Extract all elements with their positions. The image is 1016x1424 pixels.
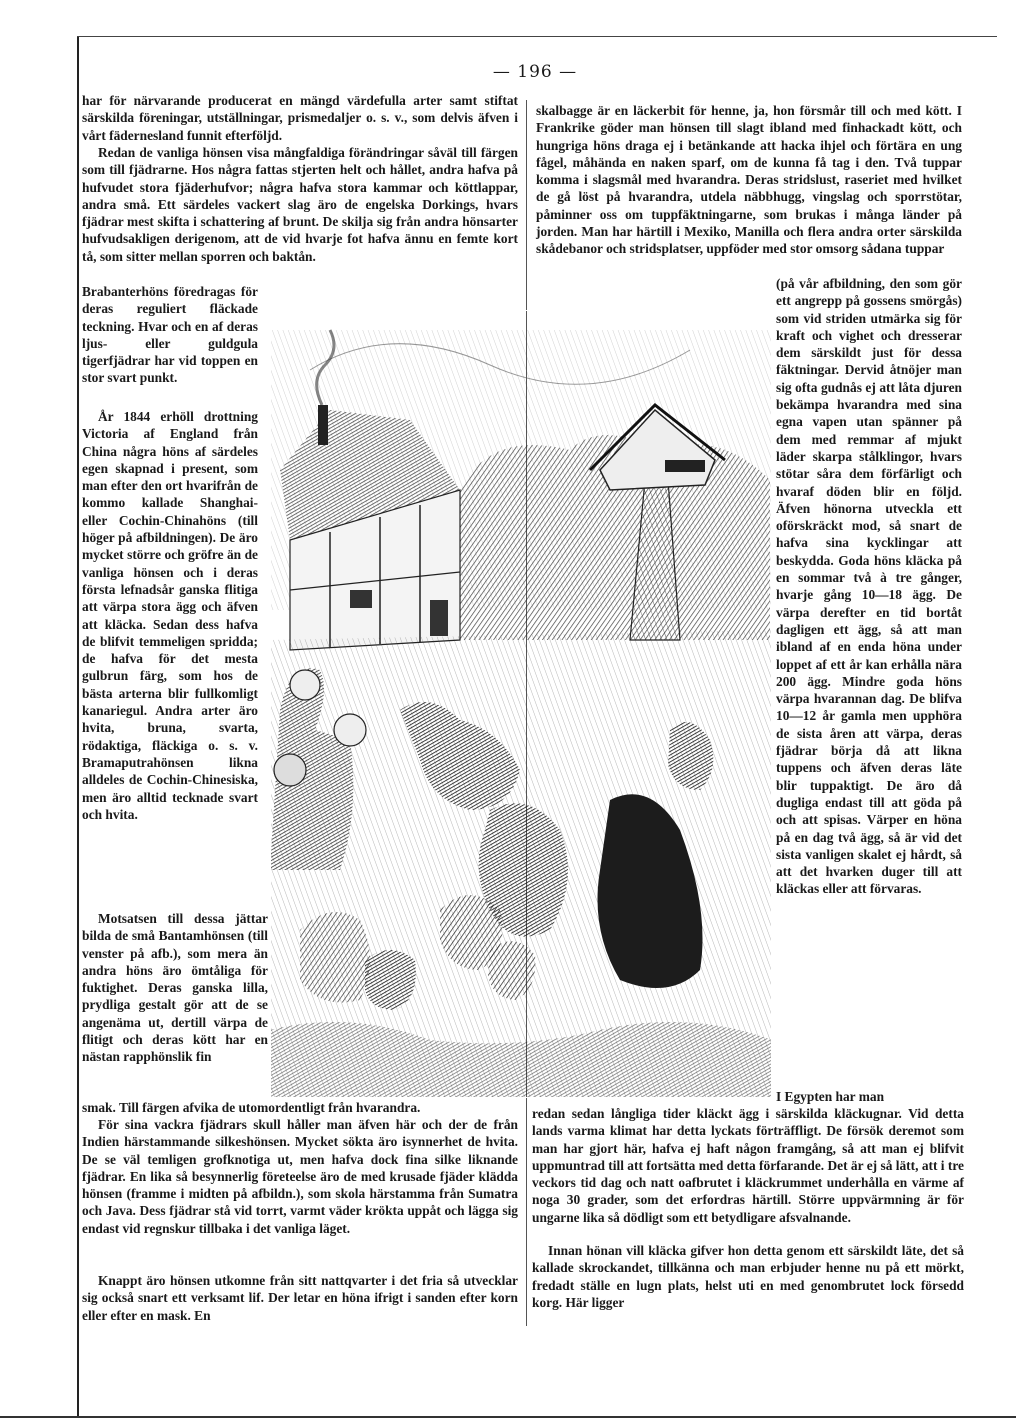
cockfight-paragraph: (på vår afbildning, den som gör ett angrepp på gossens smörgås) som vid striden utmärka sig för kraft och vighet och dresserar dem särskildt just för dessa fäktningar. Dervid åtnöjer man sig ofta gudnås ej att låta djuren bekämpa hvarandra med sina egna vapen utan spänner på dem med remmar af mjukt läder skarpa stålklingor, hvars stötar såra dem förfärligt och hvaraf döden blir en följd. Äfven hönorna utveckla ett oförskräckt mod, så snart de hafva sina kycklingar att beskydda. Goda höns kläcka på en sommar två à tre gånger, hvarje gång 10—18 ägg. De värpa derefter en tid bortåt dagligen ett ägg, så att man ibland af en enda höna under loppet af ett år kan erhålla nära 200 ägg. Mindre goda höns värpa hvarannan dag. De blifva 10—12 år gamla men upphöra de sista åren att värpa, deras fjädrar börja då att likna tuppens och äfven deras läte blir tuppaktigt. De äro då dugliga endast till att göda på och att spisas. Värper en höna på en dag två ägg, så är vid det sista vanligen skalet ej hårdt, så att det hvarken duger till att kläckas eller att förvaras. — [776, 276, 962, 897]
page-frame-left-rule — [77, 36, 79, 1418]
house-door — [430, 600, 448, 636]
silkeshons-paragraph: För sina vackra fjädrars skull håller man äfven här och der de från Indien härstammande silkeshönsen. Mycket sökta äro isynnerhet de hvita. De se väl temligen grofknotiga ut, men hafva dock fina silke liknande fjädrar. En lika så besynnerlig företeelse äro de med krusade fjäder klädda hönsen (framme i midten på afbildn.), som skola härstamma från Sumatra och Java. Dess fjädrar stå vid torrt, varmt väder krökta uppåt och lägga sig endast vid regnskur tillbaka i det vanliga läget. — [82, 1117, 518, 1236]
cochin-china-paragraph: År 1844 erhöll drottning Victoria af England från China några höns af särdeles egen skapnad i present, som man efter den ort hvarifrån de kommo kallade Shanghai- eller Cochin-Chinahöns (till höger på afbildningen). De äro mycket större och gröfre än de vanliga hönsen och i deras första lefnadsår ganska flitiga att värpa stora ägg och äfven att kläcka. Sedan dess hafva de blifvit temmeligen spridda; de hafva för det mesta gulbrun färg, som hos de bästa arterna blir fullkomligt kanariegul. Andra arter äro hvita, bruna, svarta, rödaktiga, fläckiga o. s. v. Bramaputrahönsen likna alldeles de Cochin-Chinesiska, men äro alltid tecknade svart och hvita. — [82, 409, 258, 822]
child-head-2 — [334, 714, 366, 746]
page-frame-top-rule — [77, 36, 997, 37]
house-window — [350, 590, 372, 608]
farmyard-engraving — [270, 310, 772, 1098]
morning-activity-paragraph: Knappt äro hönsen utkomne från sitt nattqvarter i det fria så utvecklar sig också snart ett verksamt lif. Der letar en höna ifrigt i sanden efter korn eller efter en mask. En — [82, 1273, 518, 1323]
bantam-paragraph: Motsatsen till dessa jättar bilda de små Bantamhönsen (till venster på afb.), som mera än andra höns äro ömtåliga för fuktighet. Deras ganska lilla, prydliga gestalt gör att de se angenäma ut, dertill värpa de flitigt och deras kött har en nästan rapphönslik fin — [82, 911, 268, 1065]
dorkings-paragraph: Redan de vanliga hönsen visa mångfaldiga förändringar såväl till färgen som till fjädrarne. Hos några fattas stjerten helt och hållet, andra hafva på hufvudet stora fjäderhufvor; några hafva stora kammar och köttlappar, andra små. Ett särdeles vackert slag äro de engelska Dorkings, hvars fjädrar mest skifta i schattering af brunt. De skilja sig från andra hönsarter hufvudsakligen derigenom, att de vid hvarje fot hafva ännu en femte kort tå, som sitter mellan sporren och baktån. — [82, 145, 518, 264]
child-head — [290, 670, 320, 700]
right-intro-paragraph: skalbagge är en läckerbit för henne, ja, hon försmår till och med kött. I Frankrike göder man hönsen till slagt ibland med finhackadt kött, och hungriga höns draga ej i betänkande att hacka ihjel och förtära en ung fågel, måhända en naken sparf, om de kunna få tag i den. Två tuppar komma i slagsmål med hvarandra. Deras stridslust, raseriet med hvilket de gå löst på hvarandra, utdela näbbhugg, vingslag och sporrstötar, påminner oss om tuppfäktningarne, som brukas i många länder på jorden. Man har härtill i Mexiko, Manilla och flera andra orter särskilda skådebanor och stridsplatser, uppföder med stor omsorg sådana tuppar — [536, 103, 962, 257]
page-frame-bottom-rule — [0, 1416, 1016, 1418]
brabanter-paragraph: Brabanterhöns föredragas för deras reguliert fläckade teckning. Hvar och en af deras ljus- eller guldgula tigerfjädrar har vid toppen en stor svart punkt. — [82, 284, 258, 386]
egypt-lead-line: I Egypten har man — [776, 1089, 885, 1104]
bantam-hen — [300, 912, 370, 1003]
egypt-paragraph: redan sedan långliga tider kläckt ägg i särskilda kläckugnar. Vid detta lands varma klimat har detta lyckats förträffligt. De försök deremot som man har gjort här, hafva ej haft någon framgång, så att man ej blifvit uppmuntrad till att fortsätta med detta förfarande. Det är ej så lätt, att i tre veckors tid dag och natt oafbrutet i kläckrummet underhålla en värme af noga 30 grader, som det erfordras härtill. Större uppvärmning är för ungarne lika så dödligt som ett betydligare afsvalnande. — [532, 1106, 964, 1225]
page-number: — 196 — — [492, 62, 578, 82]
brooding-paragraph: Innan hönan vill kläcka gifver hon detta genom ett särskildt läte, det så kallade skrockandet, tillkänna och man erbjuder henne nu på ett mörkt, fredadt ställe en lugn plats, helst uti en med genombrutet lock försedd korg. Här ligger — [532, 1243, 964, 1310]
left-intro-paragraph: har för närvarande producerat en mängd värdefulla arter samt stiftat särskilda föreningar, utställningar, prismedaljer o. s. v., som delvis äfven i vårt fädernesland funnit efterföljd. — [82, 93, 518, 143]
child-head-3 — [274, 754, 306, 786]
bantam-paragraph-end: smak. Till färgen afvika de utomordentligt från hvarandra. — [82, 1100, 421, 1115]
